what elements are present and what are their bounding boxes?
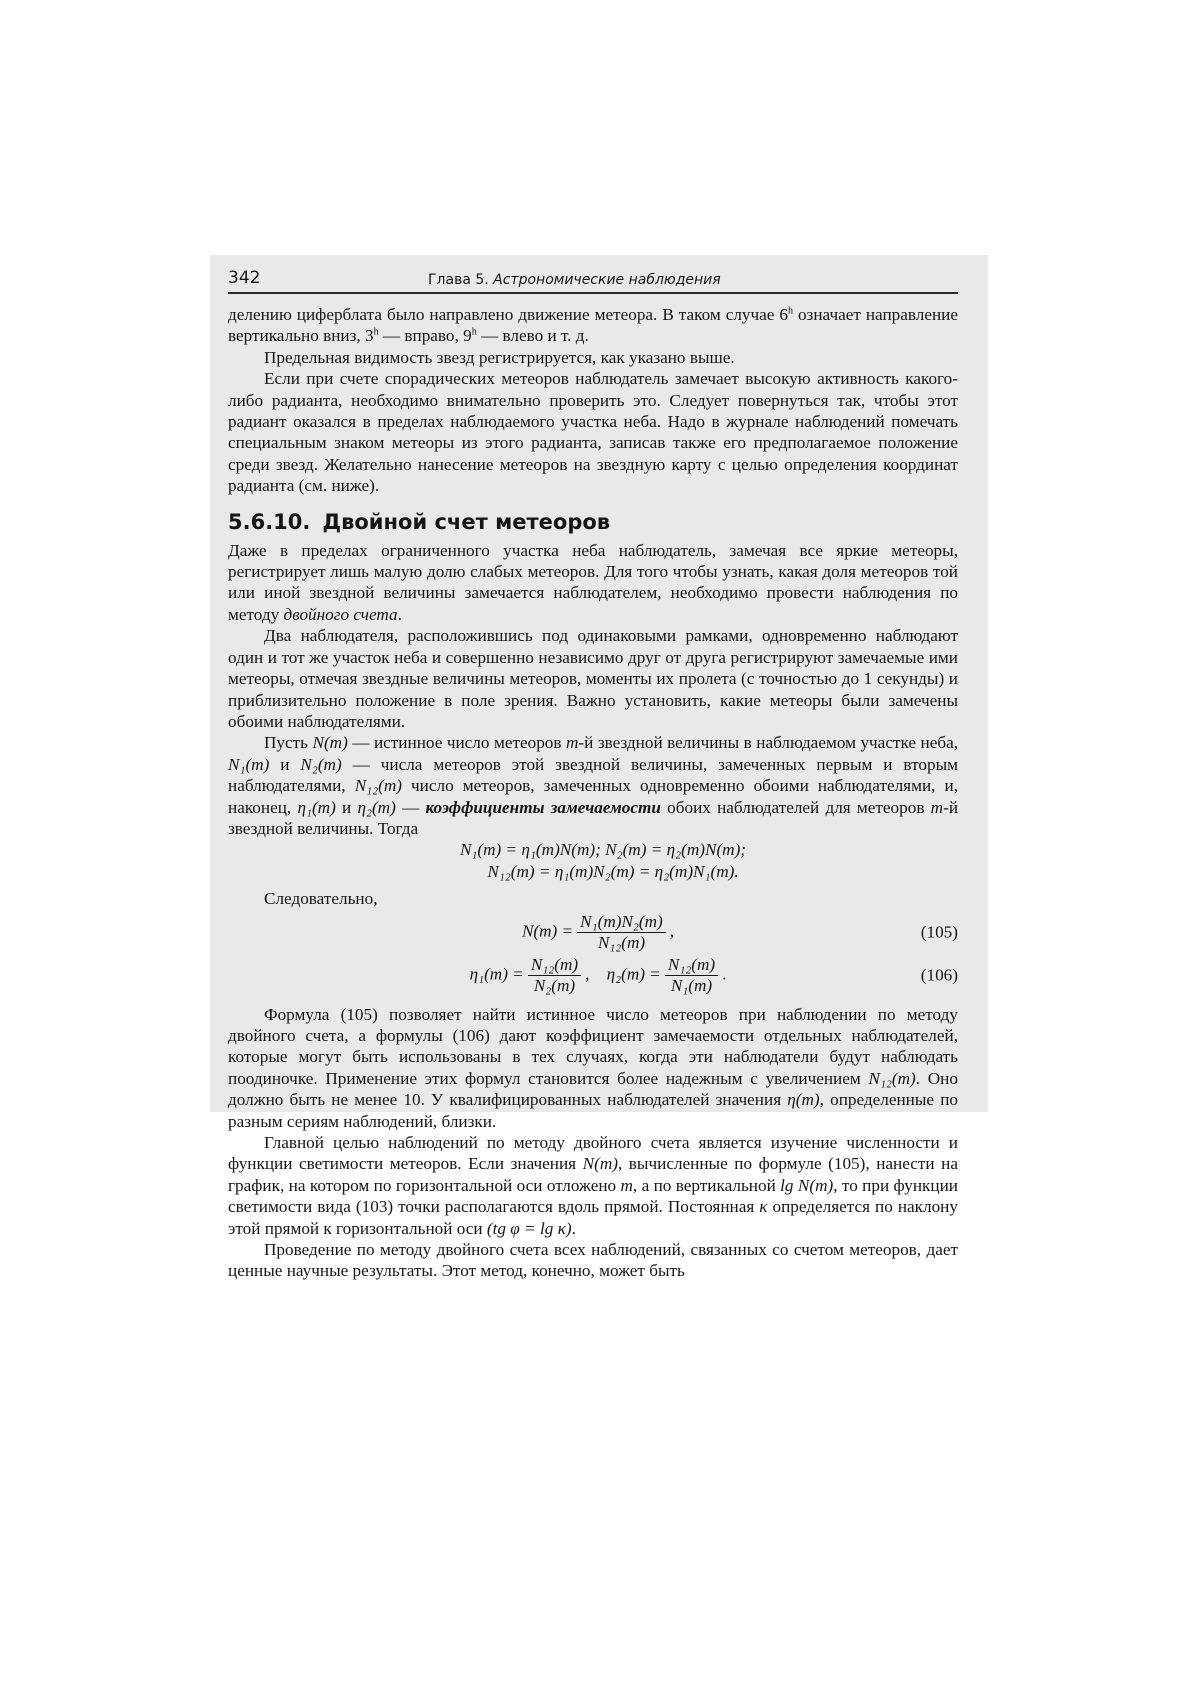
text-run: -й звездной величины в наблюдаемом участке неба, [578,733,958,753]
math-inline: m [930,797,944,817]
math-inline: lg N(m) [780,1175,834,1195]
text-run: Даже в пределах ограниченного участка неба наблюдатель, замечая все яркие метеоры, регистрирует лишь малую долю слабых метеоров. Для того чтобы узнать, какая доля метеоров той или иной звездной величины замечается наблюдателем, необходимо провести наблюдения по методу [228,540,958,624]
bold-italic-term: коэффициенты замечаемости [425,797,661,817]
chapter-label: Глава 5. [428,272,489,288]
math-inline: N₁₂(m) [868,1068,916,1088]
text-run: , то при функции светимости вида (103) точки располагаются вдоль прямой. Постоянная [228,1175,958,1217]
text-run: означает направление вертикально вниз, 3 [228,305,959,346]
paragraph [228,540,958,626]
fraction [528,955,581,996]
text-run: , вычисленные по формуле (105), нанести на график, на котором по горизонтальной оси отложено [228,1154,958,1195]
text-run: — влево и т. д. [476,326,589,346]
equation-lhs: η₁(m) = [469,964,524,984]
paragraph: Следовательно, [264,889,378,909]
math-inline: η(m) [787,1090,820,1110]
text-run: — истинное число метеоров [347,733,566,753]
math-inline: N(m) [582,1154,618,1174]
equation-line-1: N₁(m) = η₁(m)N(m); N₂(m) = η₂(m)N(m); [459,840,747,860]
page-number: 342 [228,268,261,288]
text-run: — [395,797,426,817]
equation-lhs: N(m) = [521,921,574,941]
book-page [228,268,958,1282]
equation-number: (106) [920,965,958,985]
text-run: , определенные по разным сериям наблюдений, близки. [228,1090,958,1131]
fraction-numerator: N₁(m)N₂(m) [577,912,666,933]
text-run: и [269,754,301,774]
text-run: обоих наблюдателей для метеоров [660,797,931,817]
chapter-name: Астрономические наблюдения [493,272,721,288]
paragraph [228,732,958,839]
section-number: 5.6.10. [228,509,311,534]
math-inline: κ [759,1197,768,1217]
equation-punct: , [669,921,675,941]
equation-line-2: N₁₂(m) = η₁(m)N₂(m) = η₂(m)N₁(m). [487,861,739,881]
math-inline: (tg φ = lg κ) [486,1218,572,1238]
text-run: . [571,1218,576,1238]
text-run: — вправо, 9 [378,326,472,346]
text-run: — числа метеоров этой звездной величины, замеченных первым и вторым наблюдателями, [228,754,958,796]
equation-middle: , η₂(m) = [585,964,661,984]
chapter-title [428,270,721,291]
equation-number: (105) [920,922,958,942]
text-run: . [397,604,402,624]
text-run: -й звездной величины. Тогда [228,797,959,838]
equation-punct: . [722,964,727,984]
text-run: . Оно должно быть не менее 10. У квалифицированных наблюдателей значения [228,1068,958,1110]
hour-superscript: h [471,326,477,338]
text-run: , а по вертикальной [632,1175,781,1195]
text-run: и [335,797,358,817]
text-run: число метеоров, замеченных одновременно обоими наблюдателями, и, наконец, [228,776,959,817]
equation-105 [228,912,958,953]
paragraph: Если при счете спорадических метеоров наблюдатель замечает высокую активность какого-либо радианта, необходимо внимательно проверить это. Следует повернуться так, чтобы этот радиант оказался в пределах наблюдаемого участка неба. Надо в журнале наблюдений помечать специальным знаком метеоры из этого радианта, записав также его предполагаемое положение среди звезд. Желательно нанесение метеоров на звездную карту с целью определения координат радианта (см. ниже). [228,369,958,496]
paragraph [228,1004,958,1132]
text-run: Формула (105) позволяет найти истинное число метеоров при наблюдении по методу двойного счета, а формулы (106) дают коэффициент замечаемости отдельных наблюдателей, которые могут быть использованы в тех случаях, когда эти наблюдатели будут наблюдать поодиночке. Применение этих формул становится более надежным с увеличением [228,1004,958,1088]
fraction-denominator: N₁₂(m) [597,932,646,952]
math-inline: η₂(m) [357,797,396,817]
text-run: определяется по наклону этой прямой к горизонтальной оси [228,1197,958,1238]
math-inline: N₁₂(m) [354,776,402,796]
math-inline: N₂(m) [300,754,342,774]
fraction-numerator: N₁₂(m) [665,955,718,976]
fraction-denominator: N₁(m) [670,975,713,995]
hour-superscript: h [373,326,379,338]
running-head [228,268,958,294]
equation-106 [228,955,958,996]
section-heading [228,510,958,534]
paragraph [228,1132,958,1239]
paragraph: Два наблюдателя, расположившись под одинаковыми рамками, одновременно наблюдают один и тот же участок неба и совершенно независимо друг от друга регистрируют замечаемые ими метеоры, отмечая звездные величины метеоров, моменты их пролета (с точностью до 1 секунды) и приблизительно положение в поле зрения. Важно установить, какие метеоры были замечены обоими наблюдателями. [228,626,958,731]
math-inline: m [620,1175,633,1195]
fraction-denominator: N₂(m) [533,975,576,995]
paragraph-continuation [228,304,958,347]
section-title: Двойной счет метеоров [322,509,611,534]
paragraph: Предельная видимость звезд регистрируется, как указано выше. [264,347,735,367]
text-run: Главной целью наблюдений по методу двойного счета является изучение численности и функции светимости метеоров. Если значения [228,1133,958,1174]
fraction [577,912,666,953]
italic-term: двойного счета [283,604,398,624]
paragraph: Проведение по методу двойного счета всех наблюдений, связанных со счетом метеоров, дает ценные научные результаты. Этот метод, конечно, может быть [228,1240,958,1281]
text-run: Пусть [264,733,313,753]
fraction [665,955,718,996]
hour-superscript: h [787,305,793,317]
math-inline: N₁(m) [228,754,270,774]
fraction-numerator: N₁₂(m) [528,955,581,976]
math-inline: N(m) [312,733,348,753]
math-inline: η₁(m) [297,797,336,817]
math-inline: m [565,733,579,753]
text-run: делению циферблата было направлено движение метеора. В таком случае 6 [228,305,788,324]
